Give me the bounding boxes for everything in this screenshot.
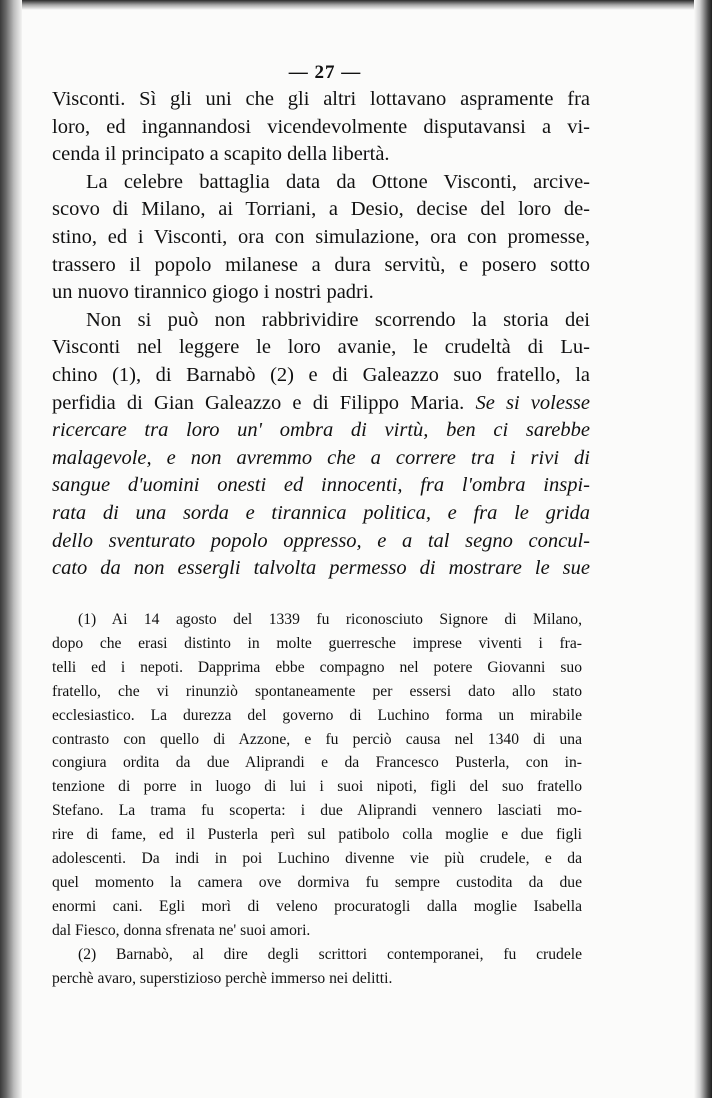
main-text-line-content: ricercare tra loro un' ombra di virtù, ben ci sarebbe — [52, 419, 590, 442]
main-text-line — [52, 445, 590, 473]
main-text-line-content: un nuovo tirannico giogo i nostri padri. — [52, 281, 374, 304]
footnote-line: (2) Barnabò, al dire degli scrittori contemporanei, fu crudele — [78, 945, 582, 963]
main-text-line-content: loro, ed ingannandosi vicendevolmente disputavansi a vi- — [52, 115, 590, 138]
main-text-line — [52, 141, 590, 169]
footnote-line: tenzione di porre in luogo di lui i suoi nipoti, figli del suo fratello — [52, 778, 582, 796]
footnote-line: quel momento la camera ove dormiva fu sempre custodita da due — [52, 873, 582, 891]
footnote-line: dal Fiesco, donna sfrenata ne' suoi amori. — [52, 921, 311, 939]
main-text-line-content: perfidia di Gian Galeazzo e di Filippo Maria. — [52, 391, 465, 414]
main-text-line — [52, 307, 590, 335]
main-text-line — [52, 224, 590, 252]
footnote-line: enormi cani. Egli morì di veleno procuratogli dalla moglie Isabella — [52, 897, 582, 915]
book-spine-shadow — [0, 0, 22, 1098]
page-right-edge — [694, 0, 712, 1098]
footnotes — [52, 608, 582, 991]
main-text-line-content: stino, ed i Visconti, ora con simulazione, ora con promesse, — [52, 225, 590, 248]
footnote-line: ecclesiastico. La durezza del governo di Luchino forma un mirabile — [52, 706, 582, 724]
main-text-line-content: trassero il popolo milanese a dura servitù, e posero sotto — [52, 253, 590, 276]
footnote-line: perchè avaro, superstizioso perchè immerso nei delitti. — [52, 969, 393, 987]
main-text-line-content: Non si può non rabbrividire scorrendo la storia dei — [86, 308, 590, 331]
main-text-line — [52, 196, 590, 224]
main-text-line — [52, 417, 590, 445]
footnote-line: congiura ordita da due Aliprandi e da Francesco Pusterla, con in- — [52, 754, 582, 772]
main-text-line-content: La celebre battaglia data da Ottone Visconti, arcive- — [86, 170, 590, 193]
main-text-line — [52, 555, 590, 583]
main-text-line-content: cato da non essergli talvolta permesso di mostrare le sue — [52, 557, 590, 580]
main-text-line — [52, 500, 590, 528]
main-text-line-content: dello sventurato popolo oppresso, e a tal segno concul- — [52, 529, 590, 552]
main-text-line — [52, 472, 590, 500]
footnote-line: fratello, che vi rinunziò spontaneamente per essersi dato allo stato — [52, 682, 582, 700]
main-text-line-content: Visconti nel leggere le loro avanie, le crudeltà di Lu- — [52, 336, 590, 359]
main-text-line — [52, 390, 590, 418]
main-text-line-content: Visconti. Sì gli uni che gli altri lottavano aspramente fra — [52, 88, 590, 110]
main-text-line-content: sangue d'uomini onesti ed innocenti, fra l'ombra inspi- — [52, 474, 590, 497]
main-text-line-italic-tail: Se si volesse — [475, 391, 590, 414]
main-text-line-content: malagevole, e non avremmo che a correre tra i rivi di — [52, 446, 590, 469]
main-text-line-content: scovo di Milano, ai Torriani, a Desio, decise del loro de- — [52, 198, 590, 221]
main-text-line — [52, 334, 590, 362]
main-text-line-content: cenda il principato a scapito della libertà. — [52, 143, 390, 166]
main-text-line — [52, 114, 590, 142]
main-text-line — [52, 362, 590, 390]
footnote-line: (1) Ai 14 agosto del 1339 fu riconosciuto Signore di Milano, — [78, 611, 582, 628]
footnote-line: telli ed i nepoti. Dapprima ebbe compagno nel potere Giovanni suo — [52, 658, 582, 676]
page-top-edge — [0, 0, 712, 10]
footnote-line: dopo che erasi distinto in molte guerresche imprese viventi i fra- — [52, 634, 582, 652]
main-text-line — [52, 169, 590, 197]
main-text-line — [52, 252, 590, 280]
page-number: — 27 — — [288, 62, 362, 83]
footnote-line: contrasto con quello di Azzone, e fu perciò causa nel 1340 di una — [52, 730, 582, 748]
main-text-line — [52, 528, 590, 556]
footnote-line: rire di fame, ed il Pusterla perì sul patibolo colla moglie e due figli — [52, 826, 582, 844]
main-text-line-content: rata di una sorda e tirannica politica, e fra le grida — [52, 501, 590, 524]
main-text-line — [52, 279, 590, 307]
main-text-body — [52, 86, 590, 583]
footnote-line: adolescenti. Da indi in poi Luchino divenne vie più crudele, e da — [52, 850, 582, 868]
main-text-line — [52, 86, 590, 114]
footnote-line: Stefano. La trama fu scoperta: i due Aliprandi vennero lasciati mo- — [52, 802, 582, 820]
main-text-line-content: chino (1), di Barnabò (2) e di Galeazzo suo fratello, la — [52, 363, 590, 386]
